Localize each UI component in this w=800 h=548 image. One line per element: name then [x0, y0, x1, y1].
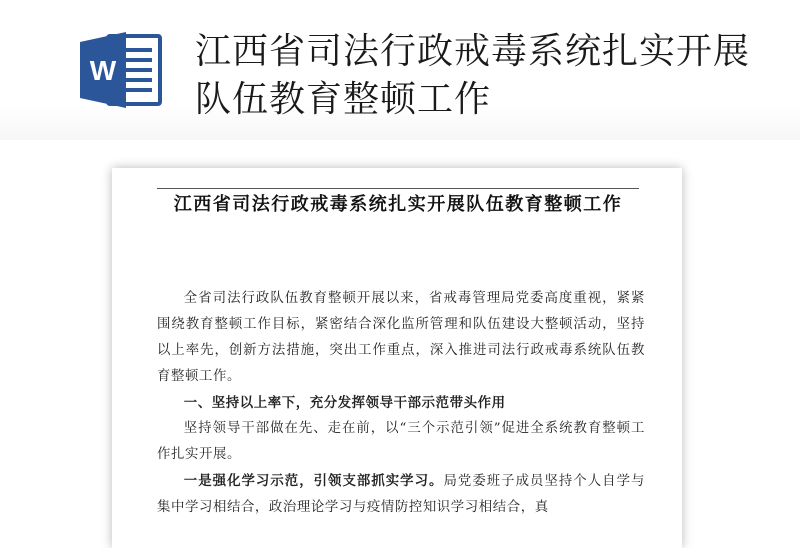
paragraph: [157, 468, 645, 521]
svg-text:W: W: [89, 55, 117, 86]
paragraph-text: 局党委班子成员坚持个人自学与集中学习相结合，政治理论学习与疫情防控知识学习相结合，真: [157, 474, 645, 515]
section-heading: 一、坚持以上率下，充分发挥领导干部示范带头作用: [183, 395, 506, 411]
paragraph: 坚持领导干部做在先、走在前，以“三个示范引领”促进全系统教育整顿工作扎实开展。: [157, 421, 645, 462]
page-title: 江西省司法行政戒毒系统扎实开展队伍教育整顿工作: [195, 31, 751, 120]
word-icon: [78, 30, 164, 110]
paragraph-lead: 一是强化学习示范，引领支部抓实学习。: [183, 473, 444, 489]
header-rule: [157, 188, 639, 189]
header-banner: [0, 0, 800, 140]
document-page: [112, 168, 682, 548]
document-body: [157, 286, 645, 521]
document-title: 江西省司法行政戒毒系统扎实开展队伍教育整顿工作: [173, 194, 623, 215]
paragraph: 全省司法行政队伍教育整顿开展以来，省戒毒管理局党委高度重视，紧紧围绕教育整顿工作目标，紧密结合深化监所管理和队伍建设大整顿活动，坚持以上率先，创新方法措施，突出工作重点，深入推进司法行政戒毒系统队伍教育整顿工作。: [157, 291, 645, 384]
